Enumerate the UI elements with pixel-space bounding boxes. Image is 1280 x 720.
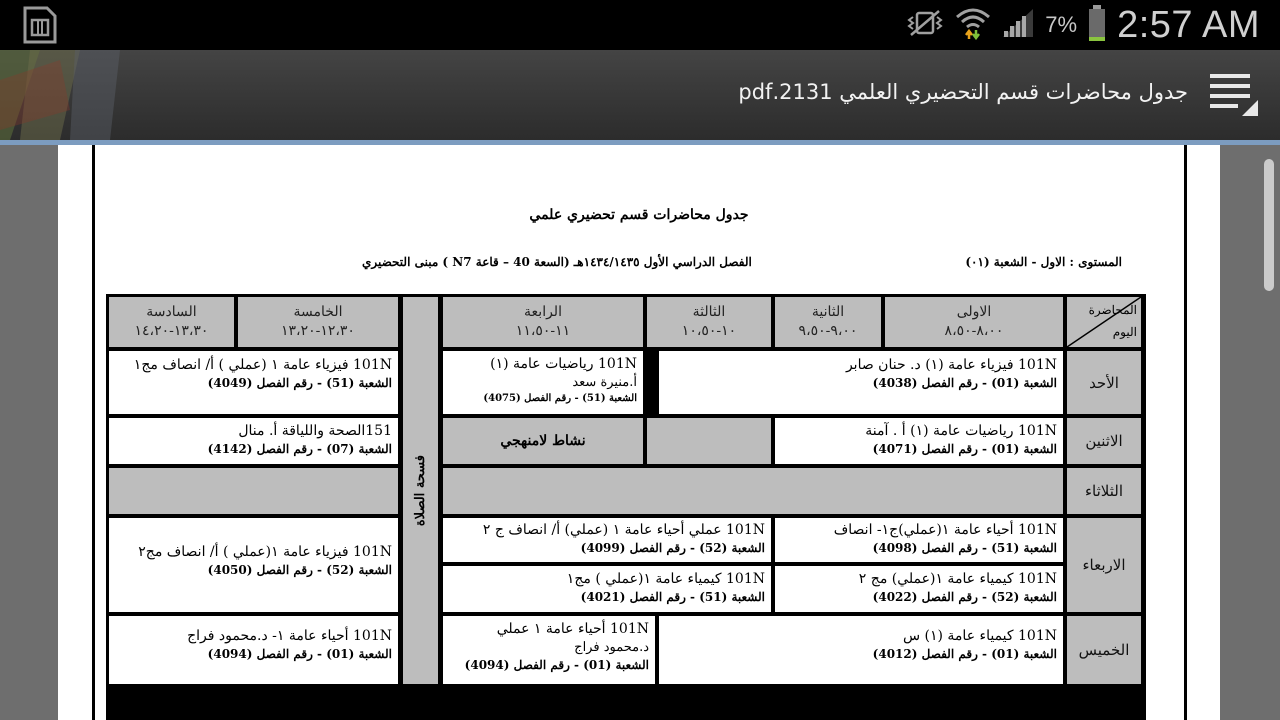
course-line: 101N كيمياء عامة ١(عملي) مج ٢ xyxy=(858,571,1057,587)
corner-day-label: اليوم xyxy=(1112,325,1137,339)
battery-icon xyxy=(1087,4,1107,46)
battery-percent: 7% xyxy=(1045,12,1078,37)
empty-cell xyxy=(109,468,398,514)
period-name: الثانية xyxy=(811,304,845,320)
class-cell xyxy=(109,351,398,414)
course-line: 101N فيزياء عامة ١ (عملي ) أ/ انصاف مج١ xyxy=(133,357,392,373)
section-line: الشعبة (01) - رقم الفصل (4038) xyxy=(872,376,1057,390)
class-cell xyxy=(775,566,1063,612)
course-line: 101N فيزياء عامة ١(عملي ) أ/ انصاف مج٢ xyxy=(138,544,392,560)
vertical-scrollbar[interactable] xyxy=(1264,159,1274,291)
section-line: الشعبة (01) - رقم الفصل (4094) xyxy=(464,658,649,672)
action-bar xyxy=(0,50,1280,140)
period-header-5 xyxy=(238,297,398,347)
wifi-icon xyxy=(955,6,991,44)
pdf-viewer[interactable] xyxy=(0,145,1280,720)
course-line: 151الصحة واللياقة أ. منال xyxy=(238,423,392,439)
document-title: جدول محاضرات قسم التحضيري العلمي 2131.pdf xyxy=(738,80,1188,104)
schedule-title: جدول محاضرات قسم تحضيري علمي xyxy=(529,207,749,223)
empty-cell xyxy=(443,468,1063,514)
period-header-3 xyxy=(647,297,771,347)
day-tuesday: الثلاثاء xyxy=(1067,468,1141,514)
status-bar xyxy=(0,0,1280,50)
clock-time: 2:57 AM xyxy=(1117,3,1260,46)
corner-header xyxy=(1067,297,1141,347)
period-time: ١٢،٣٠-١٣،٢٠ xyxy=(281,323,355,339)
period-time: ١٣،٣٠-١٤،٢٠ xyxy=(134,323,209,339)
section-line: الشعبة (51) - رقم الفصل (4049) xyxy=(207,376,392,390)
course-line: 101N رياضيات عامة (١) أ . آمنة xyxy=(865,423,1057,439)
class-cell xyxy=(109,616,398,684)
section-line: الشعبة (52) - رقم الفصل (4050) xyxy=(207,563,392,577)
period-time: ٨،٠٠-٨،٥٠ xyxy=(944,323,1004,339)
course-line: 101N أحياء عامة ١- د.محمود فراج xyxy=(187,628,392,644)
period-time: ١١-١١،٥٠ xyxy=(515,323,571,339)
period-name: السادسة xyxy=(146,304,197,320)
course-line: 101N رياضيات عامة (١) xyxy=(490,356,637,372)
section-line: الشعبة (51) - رقم الفصل (4021) xyxy=(580,590,765,604)
day-monday: الاثنين xyxy=(1067,418,1141,464)
page-frame-left xyxy=(92,145,95,720)
prayer-break-column xyxy=(403,297,438,684)
teacher-line: د.محمود فراج xyxy=(574,640,649,655)
period-time: ٩،٠٠-٩،٥٠ xyxy=(798,323,858,339)
period-name: الاولى xyxy=(956,304,992,320)
class-cell xyxy=(443,351,643,414)
semester-info: الفصل الدراسي الأول ١٤٣٤/١٤٣٥هـ (السعة 40 – قاعة N7 ) مبنى التحضيري xyxy=(362,255,752,269)
teacher-line: أ.منيرة سعد xyxy=(572,375,637,390)
course-line: 101N فيزياء عامة (١) د. حنان صابر xyxy=(845,357,1057,373)
corner-lecture-label: المحاضرة xyxy=(1088,303,1137,317)
section-line: الشعبة (52) - رقم الفصل (4022) xyxy=(872,590,1057,604)
section-line: الشعبة (01) - رقم الفصل (4094) xyxy=(207,647,392,661)
activity-cell: نشاط لامنهجي xyxy=(443,418,643,464)
section-line: الشعبة (52) - رقم الفصل (4099) xyxy=(580,541,765,555)
schedule-table xyxy=(106,294,1146,720)
sim-card-icon xyxy=(22,6,58,48)
class-cell xyxy=(775,518,1063,562)
empty-cell xyxy=(647,418,771,464)
course-line: 101N عملي أحياء عامة ١ (عملي) أ/ انصاف ج ٢ xyxy=(482,522,765,538)
section-line: الشعبة (51) - رقم الفصل (4075) xyxy=(483,393,637,404)
period-header-6 xyxy=(109,297,234,347)
section-line: الشعبة (01) - رقم الفصل (4071) xyxy=(872,442,1057,456)
class-cell xyxy=(775,418,1063,464)
period-header-2 xyxy=(775,297,881,347)
class-cell xyxy=(659,351,1063,414)
class-cell xyxy=(443,518,771,562)
class-cell xyxy=(109,418,398,464)
period-header-4 xyxy=(443,297,643,347)
period-header-1 xyxy=(885,297,1063,347)
vibrate-mute-icon xyxy=(905,8,945,42)
day-thursday: الخميس xyxy=(1067,616,1141,684)
section-line: الشعبة (51) - رقم الفصل (4098) xyxy=(872,541,1057,555)
signal-icon xyxy=(1001,8,1035,42)
document-menu-icon[interactable] xyxy=(1208,70,1260,124)
section-line: الشعبة (01) - رقم الفصل (4012) xyxy=(872,647,1057,661)
app-logo-decoration xyxy=(0,50,140,140)
class-cell xyxy=(659,616,1063,684)
course-line: 101N أحياء عامة ١(عملي)ج١- انصاف xyxy=(833,522,1057,538)
class-cell xyxy=(443,616,655,684)
period-name: الخامسة xyxy=(293,304,343,320)
period-name: الرابعة xyxy=(524,304,562,320)
level-info: المستوى : الاول - الشعبة (٠١) xyxy=(965,255,1122,269)
prayer-break-label: فسحة الصلاة xyxy=(413,454,428,527)
class-cell xyxy=(443,566,771,612)
course-line: 101N أحياء عامة ١ عملي xyxy=(496,621,649,637)
period-time: ١٠-١٠،٥٠ xyxy=(681,323,737,339)
course-line: 101N كيمياء عامة (١) س xyxy=(902,628,1057,644)
course-line: 101N كيمياء عامة ١(عملي ) مج١ xyxy=(566,571,765,587)
class-cell xyxy=(109,518,398,612)
section-line: الشعبة (07) - رقم الفصل (4142) xyxy=(207,442,392,456)
period-name: الثالثة xyxy=(692,304,726,320)
pdf-page xyxy=(58,145,1220,720)
day-wednesday: الاربعاء xyxy=(1067,518,1141,612)
day-sunday: الأحد xyxy=(1067,351,1141,414)
page-frame-right xyxy=(1184,145,1187,720)
